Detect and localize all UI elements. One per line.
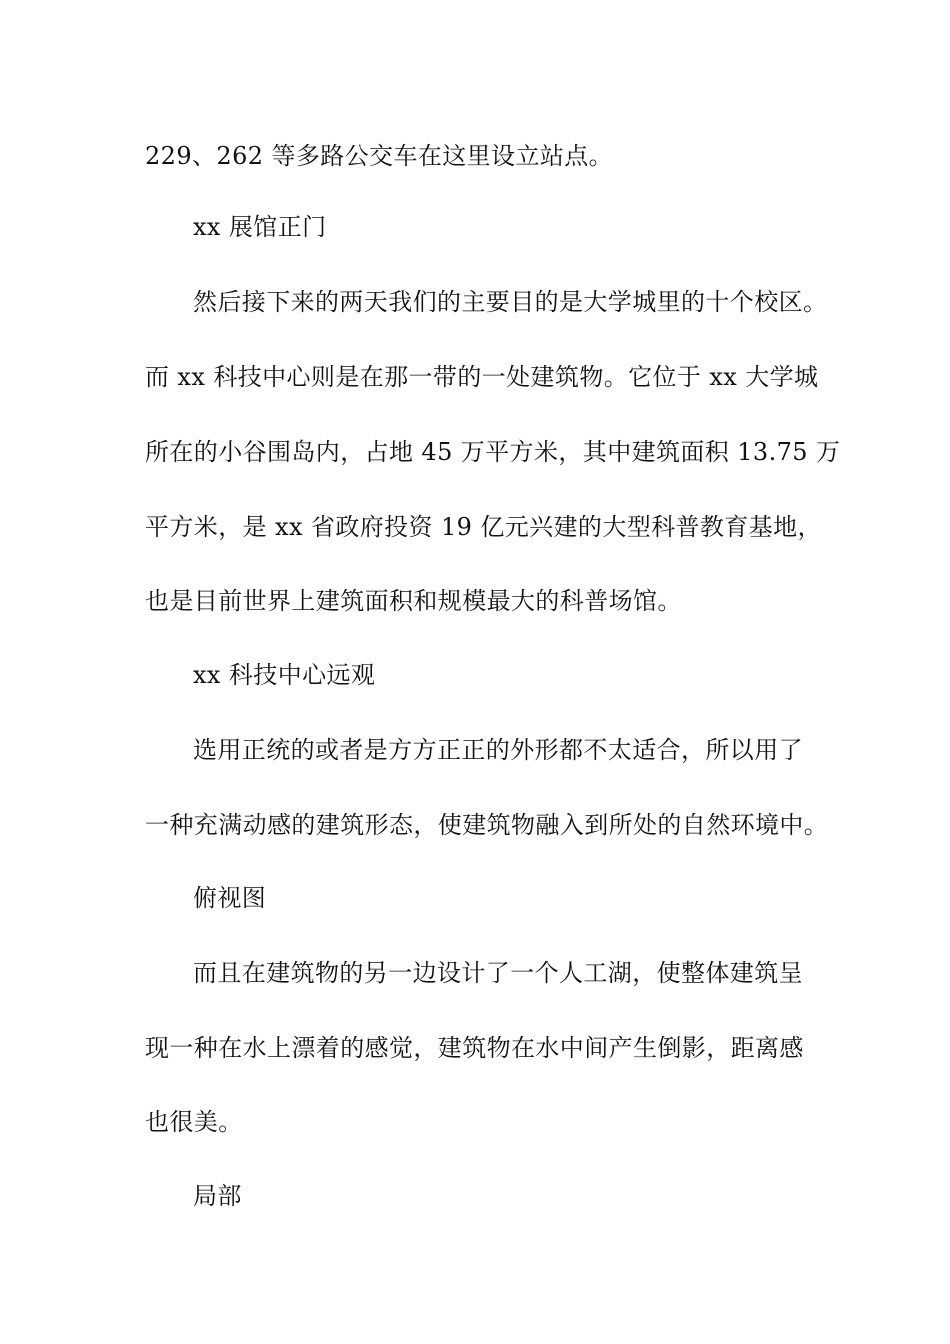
- image-caption: xx 展馆正门: [193, 213, 327, 241]
- image-caption: xx 科技中心远观: [193, 661, 376, 689]
- paragraph-line: 然后接下来的两天我们的主要目的是大学城里的十个校区。: [193, 288, 828, 316]
- paragraph-line: 也是目前世界上建筑面积和规模最大的科普场馆。: [145, 587, 682, 615]
- paragraph-line: 一种充满动感的建筑形态，使建筑物融入到所处的自然环境中。: [145, 811, 829, 839]
- paragraph-line: 而且在建筑物的另一边设计了一个人工湖，使整体建筑呈: [193, 959, 803, 987]
- paragraph-line: 也很美。: [145, 1108, 243, 1136]
- image-caption: 局部: [193, 1182, 242, 1210]
- paragraph-line: 229、262 等多路公交车在这里设立站点。: [145, 142, 614, 170]
- paragraph-line: 现一种在水上漂着的感觉，建筑物在水中间产生倒影，距离感: [145, 1034, 804, 1062]
- paragraph-line: 平方米，是 xx 省政府投资 19 亿元兴建的大型科普教育基地，: [145, 513, 822, 541]
- paragraph-line: 而 xx 科技中心则是在那一带的一处建筑物。它位于 xx 大学城: [145, 363, 819, 391]
- paragraph-line: 所在的小谷围岛内，占地 45 万平方米，其中建筑面积 13.75 万: [145, 438, 841, 466]
- paragraph-line: 选用正统的或者是方方正正的外形都不太适合，所以用了: [193, 736, 803, 764]
- image-caption: 俯视图: [193, 884, 267, 912]
